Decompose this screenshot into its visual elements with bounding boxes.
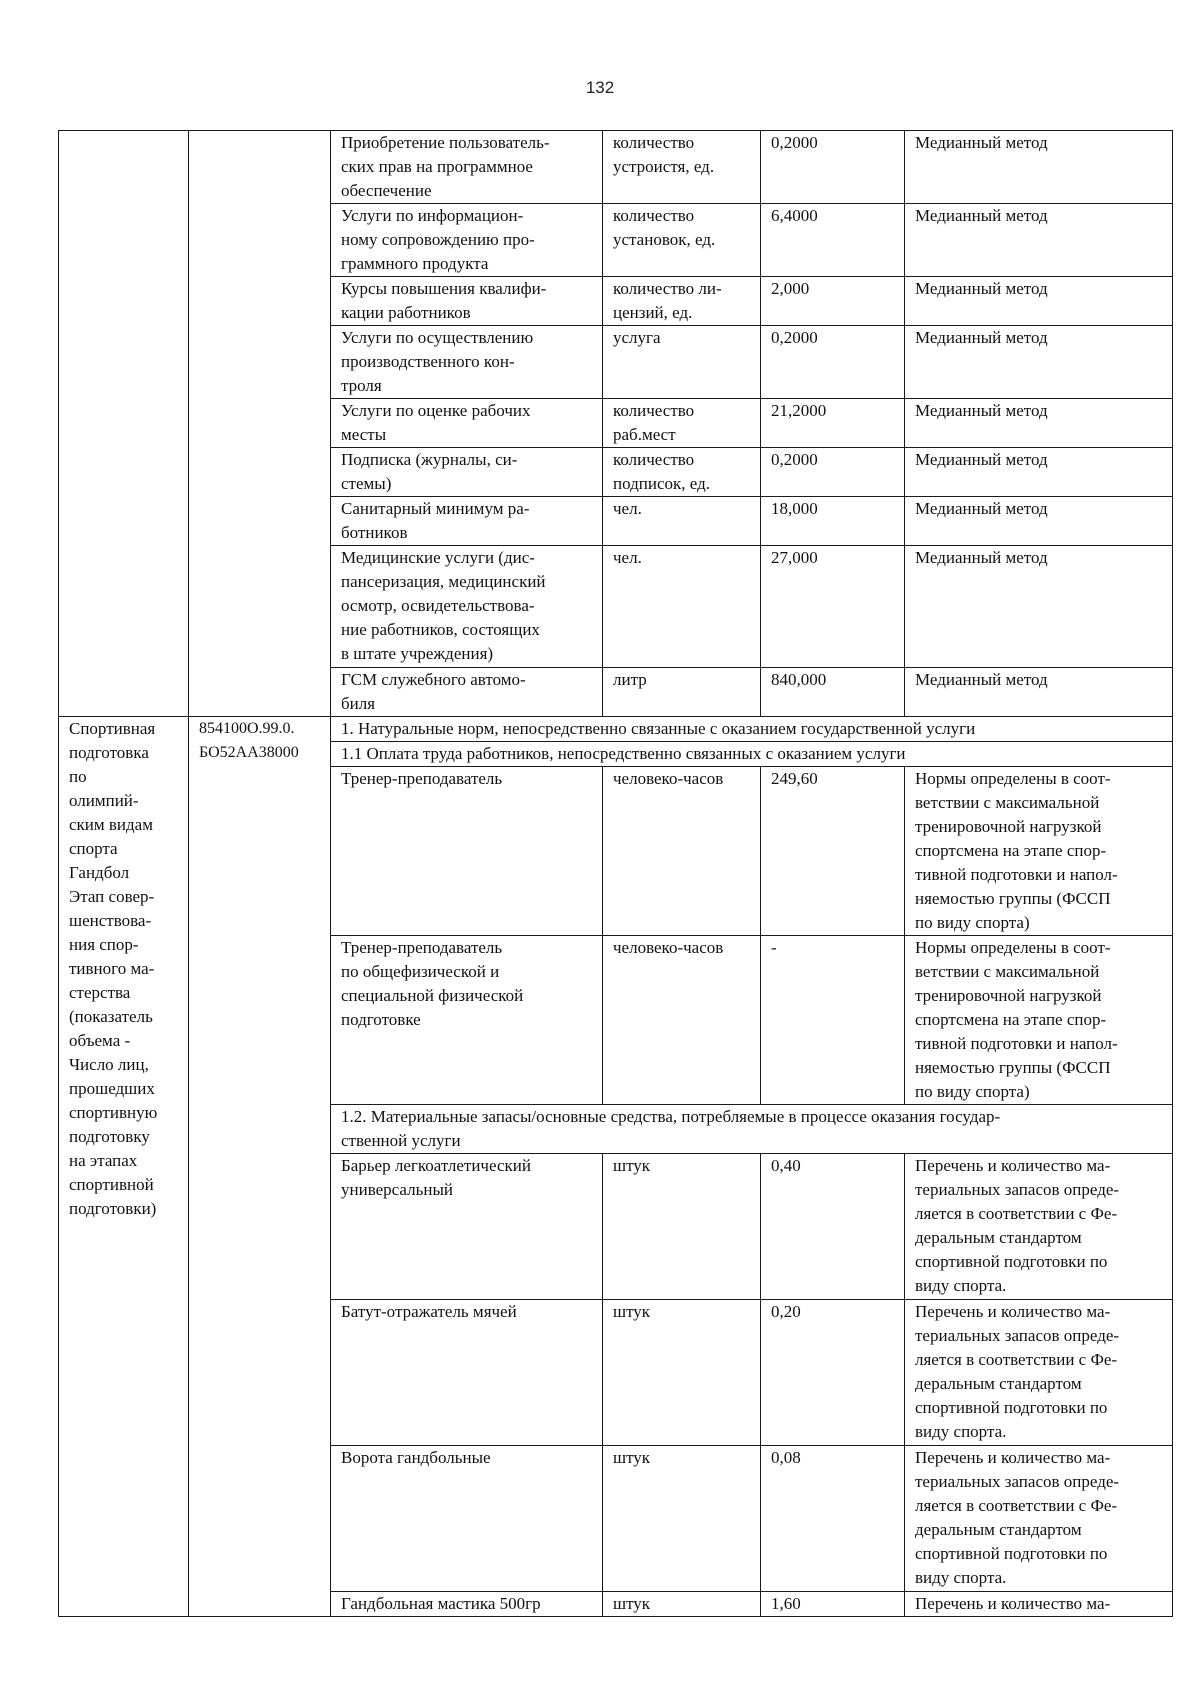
- item-method: Медианный метод: [905, 448, 1173, 497]
- item-method: Медианный метод: [905, 399, 1173, 448]
- item-unit: количество раб.мест: [603, 399, 761, 448]
- service-name-cell-empty: [59, 131, 189, 717]
- item-name: Гандбольная мастика 500гр: [331, 1592, 603, 1617]
- norms-table: [58, 130, 1173, 1617]
- item-value: 21,2000: [761, 399, 905, 448]
- item-value: 1,60: [761, 1592, 905, 1617]
- table-row: [59, 131, 1173, 204]
- item-value: 6,4000: [761, 204, 905, 277]
- service-code: 854100О.99.0. БО52АА38000: [189, 717, 331, 1617]
- item-name: Услуги по осуществлению производственного кон- троля: [331, 326, 603, 399]
- item-unit: человеко-часов: [603, 936, 761, 1105]
- item-method: Медианный метод: [905, 326, 1173, 399]
- item-value: 0,08: [761, 1446, 905, 1592]
- item-method: Медианный метод: [905, 131, 1173, 204]
- item-method: Медианный метод: [905, 277, 1173, 326]
- item-method: Медианный метод: [905, 497, 1173, 546]
- item-unit: штук: [603, 1300, 761, 1446]
- item-value: 0,20: [761, 1300, 905, 1446]
- section-natural-norms: 1. Натуральные норм, непосредственно связанные с оказанием государственной услуги: [331, 717, 1173, 742]
- item-method: Перечень и количество ма- териальных запасов опреде- ляется в соответствии с Фе- деральным стандартом спортивной подготовки по виду спорта.: [905, 1154, 1173, 1300]
- item-value: 0,2000: [761, 326, 905, 399]
- item-method: Нормы определены в соот- ветствии с максимальной тренировочной нагрузкой спортсмена на этапе спор- тивной подготовки и напол- няемостью группы (ФССП по виду спорта): [905, 936, 1173, 1105]
- item-unit: штук: [603, 1592, 761, 1617]
- item-method: Медианный метод: [905, 204, 1173, 277]
- item-name: Услуги по оценке рабочих месты: [331, 399, 603, 448]
- item-unit: услуга: [603, 326, 761, 399]
- item-name: ГСМ служебного автомо- биля: [331, 668, 603, 717]
- item-name: Батут-отражатель мячей: [331, 1300, 603, 1446]
- item-value: 840,000: [761, 668, 905, 717]
- item-value: 2,000: [761, 277, 905, 326]
- item-name: Услуги по информацион- ному сопровождению про- граммного продукта: [331, 204, 603, 277]
- section-labor: 1.1 Оплата труда работников, непосредственно связанных с оказанием услуги: [331, 742, 1173, 767]
- section-materials: 1.2. Материальные запасы/основные средства, потребляемые в процессе оказания государ- ственной услуги: [331, 1105, 1173, 1154]
- item-unit: количество установок, ед.: [603, 204, 761, 277]
- item-value: 249,60: [761, 767, 905, 936]
- item-method: Перечень и количество ма- териальных запасов опреде- ляется в соответствии с Фе- деральным стандартом спортивной подготовки по виду спорта.: [905, 1300, 1173, 1446]
- item-unit: литр: [603, 668, 761, 717]
- item-unit: штук: [603, 1446, 761, 1592]
- item-name: Приобретение пользователь- ских прав на программное обеспечение: [331, 131, 603, 204]
- item-unit: человеко-часов: [603, 767, 761, 936]
- item-name: Тренер-преподаватель по общефизической и специальной физической подготовке: [331, 936, 603, 1105]
- service-name: Спортивная подготовка по олимпий- ским видам спорта Гандбол Этап совер- шенствова- ния спор- тивного ма- стерства (показатель объема - Число лиц, прошедших спортивную подготовку на этапах спортивной подготовки): [59, 717, 189, 1617]
- item-name: Курсы повышения квалифи- кации работников: [331, 277, 603, 326]
- item-unit: штук: [603, 1154, 761, 1300]
- item-method: Перечень и количество ма- териальных запасов опреде- ляется в соответствии с Фе- деральным стандартом спортивной подготовки по виду спорта.: [905, 1446, 1173, 1592]
- item-method: Перечень и количество ма-: [905, 1592, 1173, 1617]
- item-method: Медианный метод: [905, 546, 1173, 668]
- item-value: 18,000: [761, 497, 905, 546]
- item-name: Санитарный минимум ра- ботников: [331, 497, 603, 546]
- item-value: -: [761, 936, 905, 1105]
- item-value: 0,40: [761, 1154, 905, 1300]
- item-unit: количество подписок, ед.: [603, 448, 761, 497]
- item-method: Нормы определены в соот- ветствии с максимальной тренировочной нагрузкой спортсмена на этапе спор- тивной подготовки и напол- няемостью группы (ФССП по виду спорта): [905, 767, 1173, 936]
- item-name: Медицинские услуги (дис- пансеризация, медицинский осмотр, освидетельствова- ние работников, состоящих в штате учреждения): [331, 546, 603, 668]
- item-value: 27,000: [761, 546, 905, 668]
- item-method: Медианный метод: [905, 668, 1173, 717]
- item-unit: чел.: [603, 497, 761, 546]
- item-unit: количество устроистя, ед.: [603, 131, 761, 204]
- item-unit: чел.: [603, 546, 761, 668]
- item-unit: количество ли- цензий, ед.: [603, 277, 761, 326]
- service-code-cell-empty: [189, 131, 331, 717]
- item-value: 0,2000: [761, 131, 905, 204]
- item-value: 0,2000: [761, 448, 905, 497]
- item-name: Тренер-преподаватель: [331, 767, 603, 936]
- item-name: Барьер легкоатлетический универсальный: [331, 1154, 603, 1300]
- item-name: Ворота гандбольные: [331, 1446, 603, 1592]
- section-row: [59, 717, 1173, 742]
- page-number: 132: [585, 78, 615, 97]
- item-name: Подписка (журналы, си- стемы): [331, 448, 603, 497]
